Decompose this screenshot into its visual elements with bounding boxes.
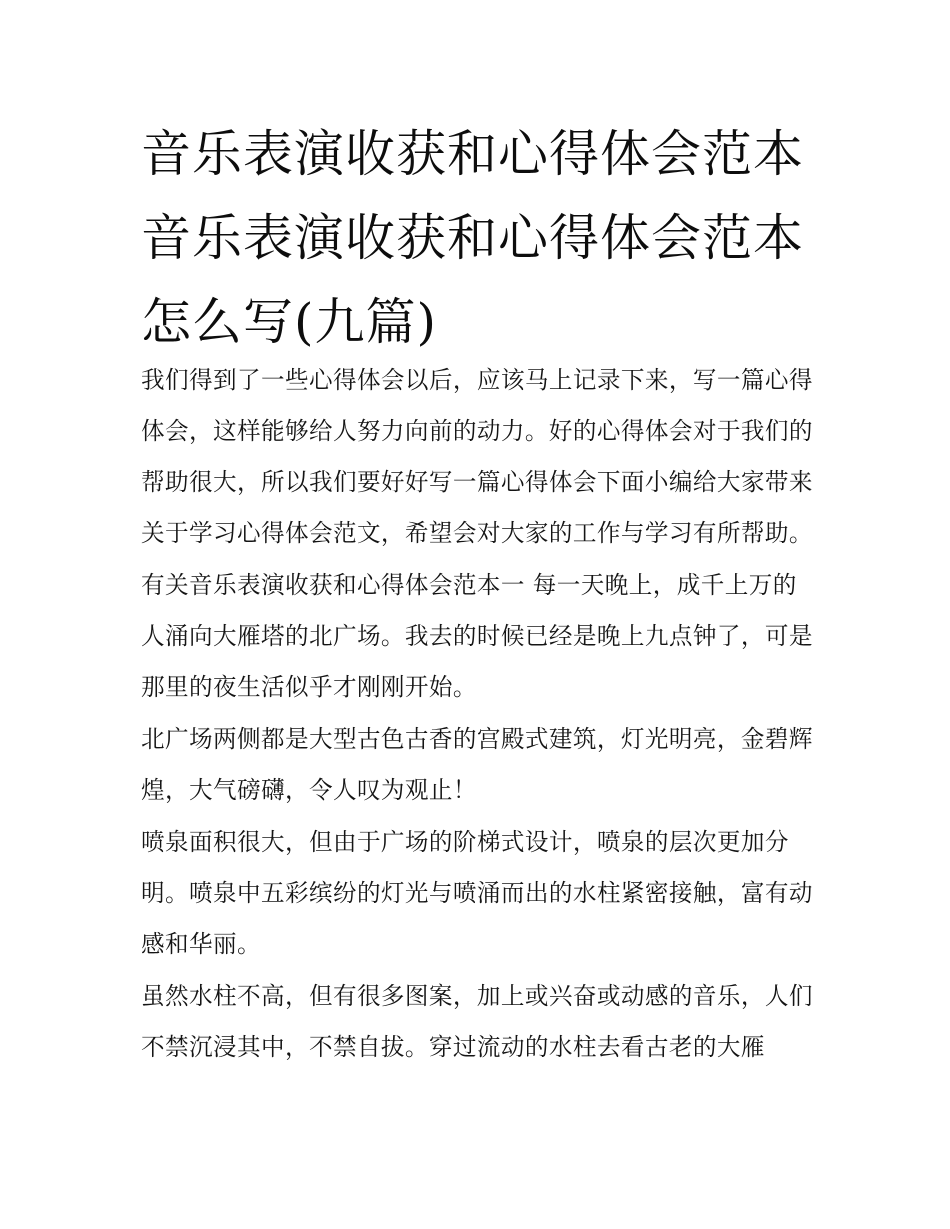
paragraph-3: 喷泉面积很大，但由于广场的阶梯式设计，喷泉的层次更加分明。喷泉中五彩缤纷的灯光与喷涌而出的水柱紧密接触，富有动感和华丽。 [141, 828, 813, 958]
document-body [141, 355, 813, 1074]
paragraph-intro: 我们得到了一些心得体会以后，应该马上记录下来，写一篇心得体会，这样能够给人努力向前的动力。好的心得体会对于我们的帮助很大，所以我们要好好写一篇心得体会下面小编给大家带来关于学习心得体会范文，希望会对大家的工作与学习有所帮助。 [141, 366, 813, 547]
paragraph-4: 虽然水柱不高，但有很多图案，加上或兴奋或动感的音乐，人们不禁沉浸其中，不禁自拔。穿过流动的水柱去看古老的大雁 [141, 982, 813, 1061]
document-title: 音乐表演收获和心得体会范本音乐表演收获和心得体会范本怎么写(九篇) [141, 125, 804, 351]
paragraph-1: 有关音乐表演收获和心得体会范本一 每一天晚上，成千上万的人涌向大雁塔的北广场。我去的时候已经是晚上九点钟了，可是那里的夜生活似乎才刚刚开始。 [141, 571, 813, 701]
paragraph-2: 北广场两侧都是大型古色古香的宫殿式建筑，灯光明亮，金碧辉煌，大气磅礴，令人叹为观止！ [141, 725, 813, 804]
